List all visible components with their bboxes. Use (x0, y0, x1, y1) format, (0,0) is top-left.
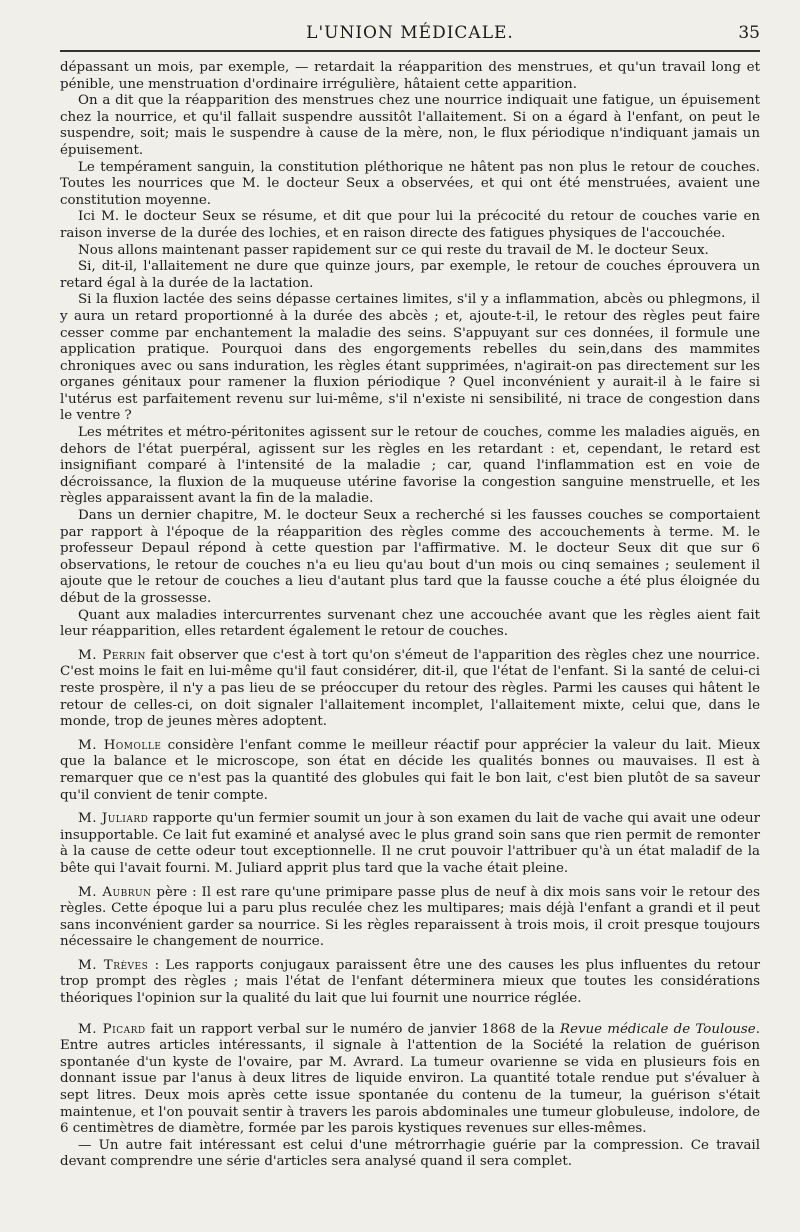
page-number: 35 (738, 23, 760, 43)
speaker-name: M. Juliard (78, 811, 149, 827)
paragraph: Dans un dernier chapitre, M. le docteur Seux a recherché si les fausses couches se comportaient par rapport à l'époque de la réapparition des règles comme des accouchements à terme. M. le professeur Depaul répond à cette question par l'affirmative. M. le docteur Seux dit que sur 6 observations, le retour de couches n'a eu lieu qu'au bout d'un mois ou cinq semaines ; seulement il ajoute que le retour de couches a lieu d'autant plus tard que la fausse couche a été plus éloignée du début de la grossesse. (60, 508, 760, 606)
paragraph: Ici M. le docteur Seux se résume, et dit que pour lui la précocité du retour de couches varie en raison inverse de la durée des lochies, et en raison directe des fatigues physiques de l'accouchée. (60, 209, 760, 241)
paragraph: On a dit que la réapparition des menstrues chez une nourrice indiquait une fatigue, un épuisement chez la nourrice, et qu'il fallait suspendre aussitôt l'allaitement. Si on a égard à l'enfant, on peut le suspendre, soit; mais le suspendre à cause de la mère, non, le flux périodique n'indiquant jamais un épuisement. (60, 93, 760, 158)
speaker-name: M. Perrin (78, 647, 146, 663)
paragraph: Si la fluxion lactée des seins dépasse certaines limites, s'il y a inflammation, abcès ou phlegmons, il y aura un retard proportionné à la durée des abcès ; et, ajoute-t-il, le retour des règles peut faire cesser comme par enchantement la maladie des seins. S'appuyant sur ces données, il formule une application pratique. Pourquoi dans des engorgements rebelles du sein,dans des mammites chroniques avec ou sans induration, les règles étant supprimées, n'agirait-on pas directement sur les organes génitaux pour ramener la fluxion périodique ? Quel inconvénient y aurait-il à le faire si l'utérus est parfaitement revenu sur lui-même, s'il n'existe ni sensibilité, ni trace de congestion dans le ventre ? (60, 292, 760, 424)
speaker-text: : Les rapports conjugaux paraissent être une des causes les plus influentes du retour trop prompt des règles ; mais l'état de l'enfant déterminera mieux que toutes les considérations théoriques l'opinion sur la qualité du lait que lui fournit une nourrice réglée. (60, 957, 760, 1007)
running-title: L'UNION MÉDICALE. (306, 23, 514, 43)
header-rule (60, 50, 760, 52)
speaker-name: M. Trèves (78, 957, 149, 973)
speaker-text: fait observer que c'est à tort qu'on s'émeut de l'apparition des règles chez une nourrice. C'est moins le fait en lui-même qu'il faut considérer, dit-il, que l'état de l'enfant. Si la santé de celui-ci reste prospère, il n'y a pas lieu de se préoccuper du retour des règles. Parmi les causes qui hâtent le retour de celles-ci, on doit signaler l'allaitement incomplet, l'allaitement mixte, celui que, dans le monde, trop de jeunes mères adoptent. (60, 647, 760, 730)
speaker-name: M. Picard (78, 1021, 146, 1037)
paragraph: Nous allons maintenant passer rapidement sur ce qui reste du travail de M. le docteur Seux. (78, 242, 709, 258)
closing-last-paragraph: — Un autre fait intéressant est celui d'une métrorrhagie guérie par la compression. Ce travail devant comprendre une série d'articles sera analysé quand il sera complet. (60, 1137, 760, 1170)
article-body (60, 60, 760, 1171)
speaker-name: M. Homolle (78, 737, 162, 753)
paragraph: Le tempérament sanguin, la constitution pléthorique ne hâtent pas non plus le retour de couches. Toutes les nourrices que M. le docteur Seux a observées, et qui ont été menstruées, avaient une constitution moyenne. (60, 159, 760, 208)
closing-text-before: fait un rapport verbal sur le numéro de janvier 1868 de la (145, 1021, 560, 1037)
paragraph: Quant aux maladies intercurrentes survenant chez une accouchée avant que les règles aient fait leur réapparition, elles retardent également le retour de couches. (60, 607, 760, 640)
speaker-text: père : Il est rare qu'une primipare passe plus de neuf à dix mois sans voir le retour des règles. Cette époque lui a paru plus reculée chez les multipares; mais déjà l'enfant a grandi et il peut sans inconvénient garder sa nourrice. Si les règles reparaissent à trois mois, il croit presque toujours nécessaire le changement de nourrice. (60, 884, 760, 950)
paragraph: dépassant un mois, par exemple, — retardait la réapparition des menstrues, et qu'un travail long et pénible, une menstruation d'ordinaire irrégulière, hâtaient cette apparition. (60, 60, 760, 92)
closing-text-after: . Entre autres articles intéressants, il signale à l'attention de la Société la relation de guérison spontanée d'un kyste de l'ovaire, par M. Avrard. La tumeur ovarienne se vida en plusieurs fois en donnant issue par l'anus à deux litres de liquide environ. La quantité totale rendue put s'évaluer à sept litres. Deux mois après cette issue spontanée du contenu de la tumeur, la guérison s'était maintenue, et l'on pouvait sentir à travers les parois abdominales une tumeur globuleuse, indolore, de 6 centimètres de diamètre, formée par les parois kystiques revenues sur elles-mêmes. (60, 1021, 760, 1137)
speaker-paragraph (60, 958, 760, 1008)
speaker-paragraph (60, 811, 760, 877)
page-header (60, 18, 760, 48)
speaker-paragraph (60, 738, 760, 804)
speaker-text: considère l'enfant comme le meilleur réactif pour apprécier la valeur du lait. Mieux que la balance et le microscope, son état en décide les qualités bonnes ou mauvaises. Il est à remarquer que ce n'est pas la quantité des globules qui fait le bon lait, c'est bien plutôt de sa saveur qu'il convient de tenir compte. (60, 737, 760, 803)
speaker-name: M. Aubrun (78, 884, 152, 900)
journal-title: Revue médicale de Toulouse (559, 1021, 756, 1037)
speaker-text: rapporte qu'un fermier soumit un jour à son examen du lait de vache qui avait une odeur insupportable. Ce lait fut examiné et analysé avec le plus grand soin sans que rien permit de remonter à la cause de cette odeur tout exceptionnelle. Il ne crut pouvoir l'attribuer qu'à un état maladif de la bête qui l'avait fourni. M. Juliard apprit plus tard que la vache était pleine. (60, 811, 760, 876)
paragraph: Les métrites et métro-péritonites agissent sur le retour de couches, comme les maladies aiguës, en dehors de l'état puerpéral, agissent sur les règles en les retardant : et, cependant, le retard est insignifiant comparé à l'intensité de la maladie ; car, quand l'inflammation est en voie de décroissance, la fluxion de la muqueuse utérine favorise la congestion sanguine menstruelle, et les règles apparaissent avant la fin de la maladie. (60, 425, 760, 507)
paragraph: Si, dit-il, l'allaitement ne dure que quinze jours, par exemple, le retour de couches éprouvera un retard égal à la durée de la lactation. (60, 259, 760, 291)
speaker-paragraph (60, 885, 760, 951)
speaker-paragraph (60, 648, 760, 731)
closing-paragraph (60, 1022, 760, 1138)
